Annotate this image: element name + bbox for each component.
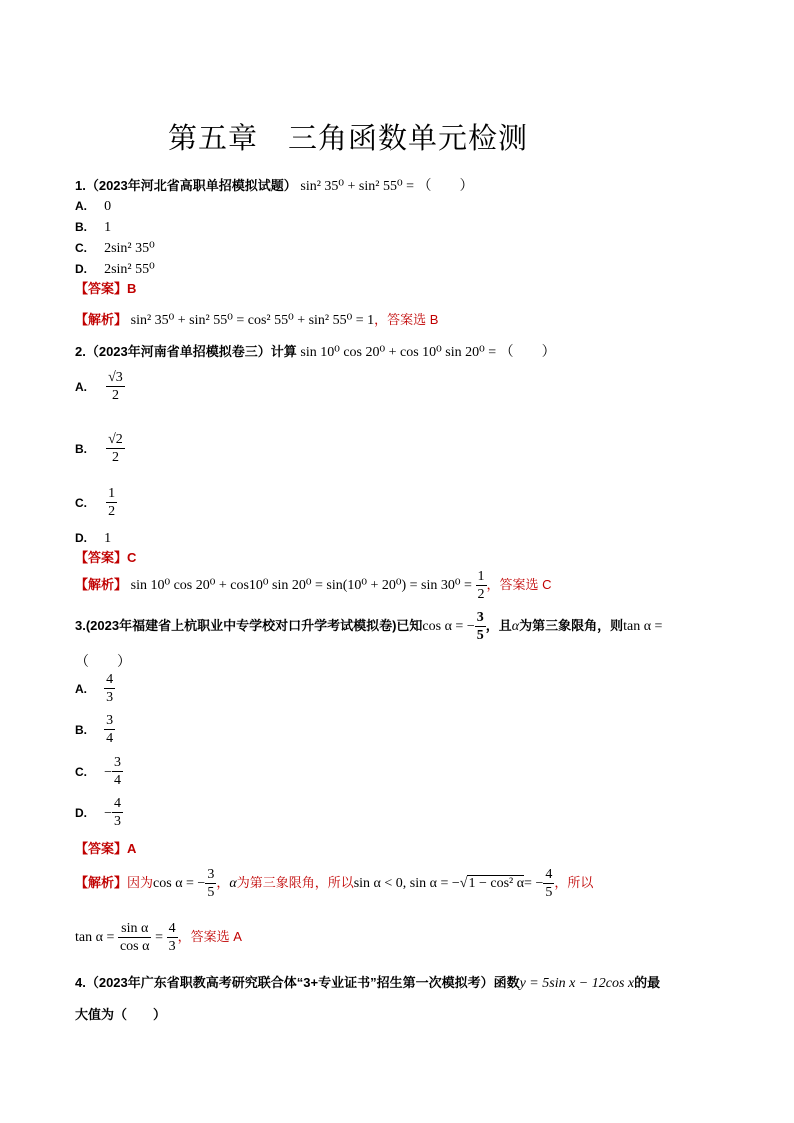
question-1-prefix: 1.（2023年河北省高职单招模拟试题）	[75, 178, 297, 193]
q3-answer: 【答案】A	[75, 841, 137, 856]
q2-option-c: C. $\frac{1}{2}$	[75, 486, 116, 519]
q2-option-d: D. 1	[75, 531, 112, 546]
question-3: 3.(2023年福建省上杭职业中专学校对口升学考试模拟卷)已知cos α = − $\frac{3}{5}$ ，且α为第三象限角，则tan α =	[75, 610, 663, 643]
q3-explanation: 【解析】因为cos α = − $\frac{3}{5}$ ，α为第三象限角，所以sin α < 0, sin α = −√1 − cos² α= − $\frac{4}{5}$ ，所以	[75, 867, 594, 900]
question-2-expr: sin 10⁰ cos 20⁰ + cos 10⁰ sin 20⁰ = （ ）	[300, 345, 556, 360]
q1-answer: 【答案】B	[75, 281, 137, 296]
question-4: 4.（2023年广东省职教高考研究联合体“3+专业证书”招生第一次模拟考）函数y = 5sin x − 12cos x的最	[75, 975, 661, 991]
q3-option-d: D. − $\frac{4}{3}$	[75, 796, 121, 829]
q2-explanation: 【解析】 sin 10⁰ cos 20⁰ + cos10⁰ sin 20⁰ = sin(10⁰ + 20⁰) = sin 30⁰ = $\frac{1}{2}$ ，答案选 C	[75, 569, 552, 602]
title-chapter: 第五章	[168, 121, 259, 155]
q3-explanation-line2: tan α = $\frac{\text{sin α}}{\text{cos α}}$ = $\frac{4}{3}$ ，答案选 A	[75, 921, 242, 954]
q3-option-a: A. $\frac{4}{3}$	[75, 672, 114, 705]
question-2-prefix: 2.（2023年河南省单招模拟卷三）计算	[75, 344, 297, 359]
q1-option-a: A. 0	[75, 199, 112, 214]
q1-option-d: D. 2sin² 55⁰	[75, 262, 155, 277]
q3-option-b: B. $\frac{3}{4}$	[75, 713, 114, 746]
page-title	[168, 116, 528, 157]
q2-option-b: B. $\frac{√2}{2}$	[75, 432, 123, 465]
title-subject: 三角函数单元检测	[288, 121, 529, 155]
q1-explanation: 【解析】 sin² 35⁰ + sin² 55⁰ = cos² 55⁰ + sin² 55⁰ = 1，答案选 B	[75, 312, 439, 328]
q2-option-a: A. $\frac{√3}{2}$	[75, 370, 123, 403]
question-1-expr: sin² 35⁰ + sin² 55⁰ = （ ）	[300, 179, 474, 194]
question-2	[75, 341, 556, 361]
question-4-line2: 大值为（ ）	[75, 1007, 167, 1022]
q2-answer: 【答案】C	[75, 550, 137, 565]
question-1	[75, 175, 473, 195]
q1-option-c: C. 2sin² 35⁰	[75, 241, 155, 256]
q3-option-c: C. − $\frac{3}{4}$	[75, 755, 121, 788]
q1-option-b: B. 1	[75, 220, 112, 235]
question-3-bracket: （ ）	[75, 655, 131, 670]
